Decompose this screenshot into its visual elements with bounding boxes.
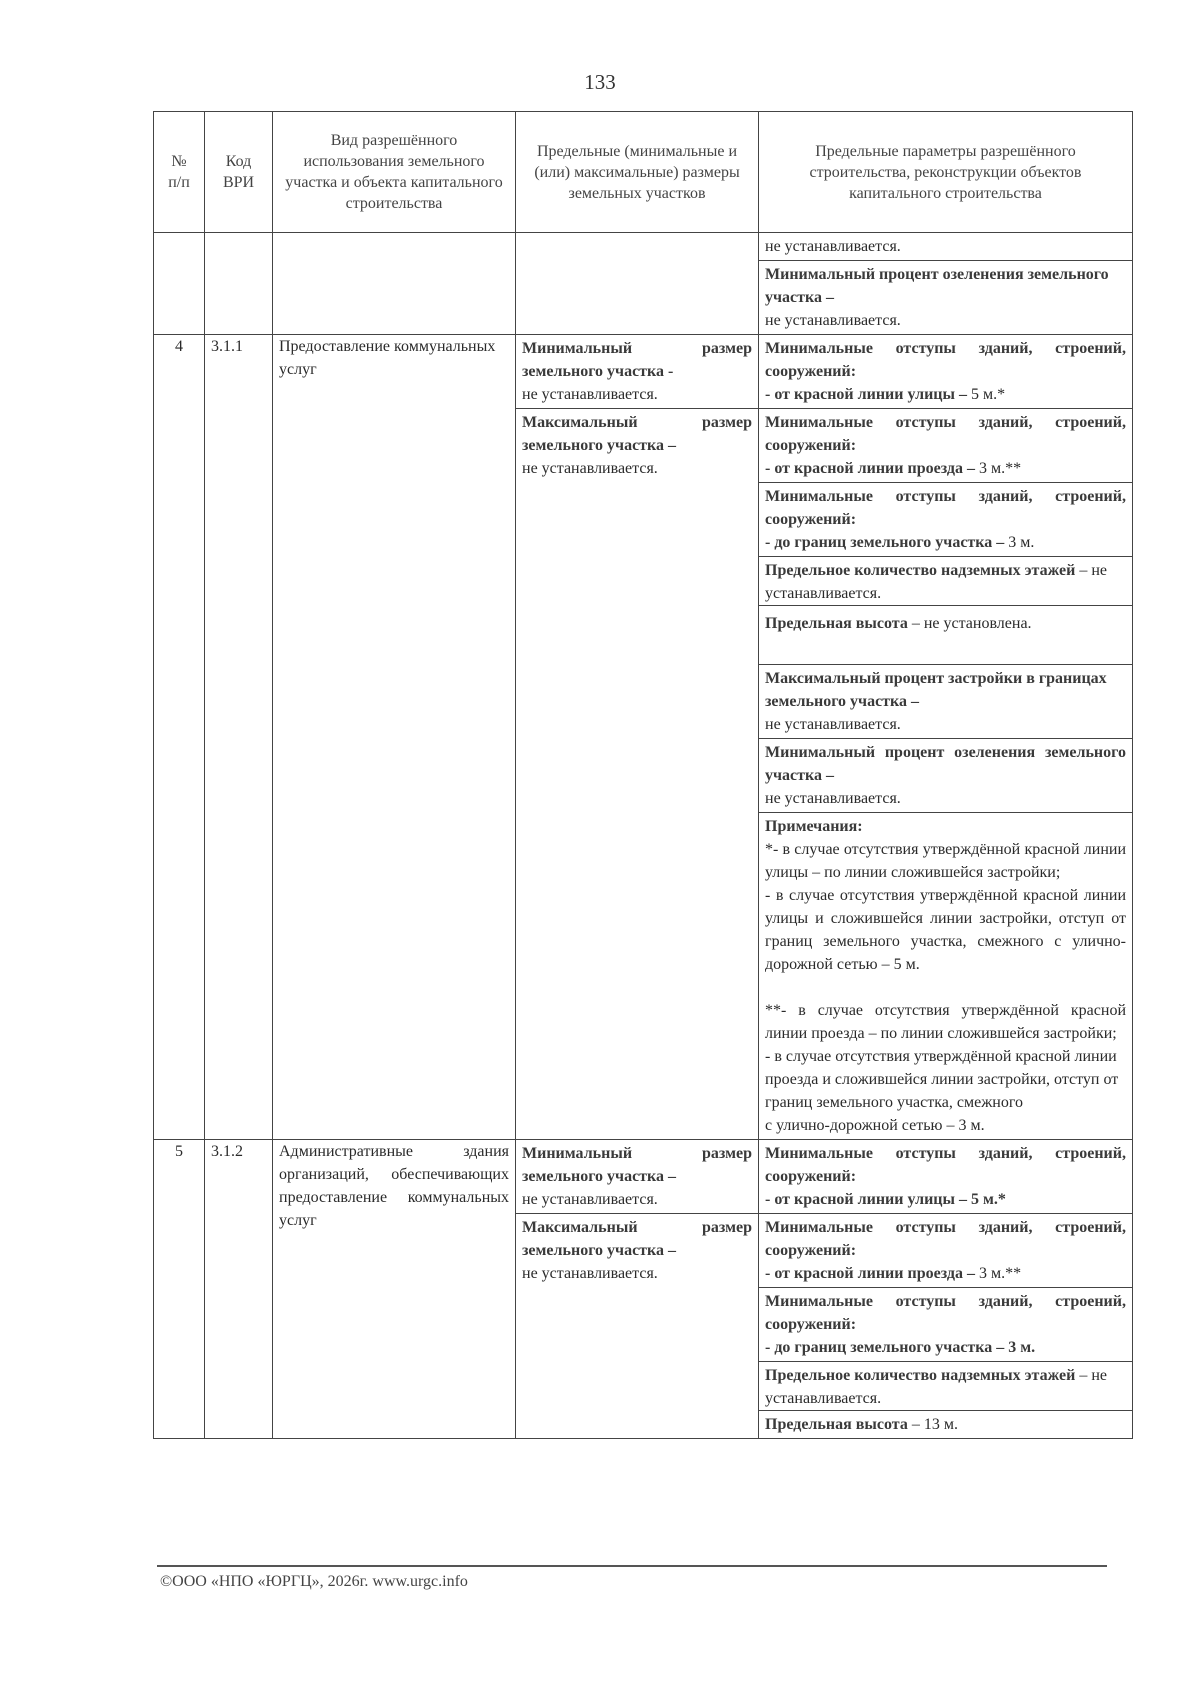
row5-min-label: Минимальный размер земельного участка – (522, 1145, 752, 1185)
setback-label: Минимальные отступы зданий, строений, сооружений: (765, 340, 1126, 380)
row5-sizes (516, 1140, 759, 1439)
setback-label: Минимальные отступы зданий, строений, сооружений: (765, 414, 1126, 454)
build-label: Максимальный процент застройки в границах земельного участка – (765, 670, 1107, 710)
setback-value: 3 м.** (978, 460, 1022, 477)
setback-line: - до границ земельного участка – (765, 534, 1009, 551)
row5-param-height (759, 1410, 1132, 1438)
header-params: Предельные параметры разрешённого строительства, реконструкции объектов капитального строительства (759, 112, 1133, 233)
header-code: Код ВРИ (205, 112, 273, 233)
table-row (154, 1140, 1133, 1439)
green-label: Минимальный процент озеленения земельного участка – (765, 744, 1126, 784)
header-kind: Вид разрешённого использования земельного участка и объекта капитального строительства (273, 112, 516, 233)
row4-max-label: Максимальный размер земельного участка – (522, 414, 752, 454)
row4-min-size (516, 335, 758, 408)
cont-kind-cell (273, 233, 516, 335)
regulations-table (153, 111, 1133, 1439)
row5-param-setback-street (759, 1140, 1132, 1213)
setback-label: Минимальные отступы зданий, строений, сооружений: (765, 1219, 1126, 1259)
cont-num-cell (154, 233, 205, 335)
floors-label: Предельное количество надземных этажей (765, 562, 1076, 579)
row5-kind: Административные здания организаций, обеспечивающих предоставление коммунальных услуг (273, 1140, 516, 1439)
setback-line: - от красной линии улицы – (765, 386, 971, 403)
table-row (154, 335, 1133, 1140)
green-value: не устанавливается. (765, 790, 901, 807)
note-text: *- в случае отсутствия утверждённой красной линии улицы – по линии сложившейся застройки; (765, 841, 1126, 881)
row4-min-value: не устанавливается. (522, 386, 658, 403)
floors-label: Предельное количество надземных этажей (765, 1367, 1076, 1384)
row5-max-size (516, 1213, 758, 1287)
height-value: – не установлена. (907, 615, 1032, 632)
setback-label: Минимальные отступы зданий, строений, сооружений: (765, 1145, 1126, 1185)
cont-param (759, 233, 1132, 260)
floors-value: – не устанавливается. (765, 1367, 1107, 1407)
cont-green-value: не устанавливается. (765, 312, 901, 329)
setback-line: - до границ земельного участка – 3 м. (765, 1339, 1036, 1356)
floors-value: – не устанавливается. (765, 562, 1107, 602)
row4-max-value: не устанавливается. (522, 460, 658, 477)
setback-label: Минимальные отступы зданий, строений, сооружений: (765, 1293, 1126, 1333)
setback-value: 3 м.** (978, 1265, 1022, 1282)
page-number: 133 (584, 70, 616, 94)
setback-line: - от красной линии проезда – (765, 1265, 979, 1282)
height-label: Предельная высота (765, 615, 908, 632)
row4-notes (759, 812, 1132, 1139)
table-header-row (154, 112, 1133, 233)
height-value: – 13 м. (907, 1416, 958, 1433)
notes-title: Примечания: (765, 818, 863, 835)
setback-line: - от красной линии проезда – (765, 460, 979, 477)
header-sizes: Предельные (минимальные и (или) максимальные) размеры земельных участков (516, 112, 759, 233)
cont-code-cell (205, 233, 273, 335)
row4-params (759, 335, 1133, 1140)
row4-sizes (516, 335, 759, 1140)
note-text: - в случае отсутствия утверждённой красной линии проезда и сложившейся линии застройки, отступ от границ земельного участка, смежного с улично-дорожной сетью – 3 м. (765, 1048, 1119, 1134)
row4-param-floors (759, 556, 1132, 605)
row4-max-size (516, 408, 758, 482)
row5-max-value: не устанавливается. (522, 1265, 658, 1282)
cont-sizes-cell (516, 233, 759, 335)
row5-code: 3.1.2 (205, 1140, 273, 1439)
row5-params (759, 1140, 1133, 1439)
row4-num: 4 (154, 335, 205, 1140)
header-num: № п/п (154, 112, 205, 233)
row5-num: 5 (154, 1140, 205, 1439)
setback-label: Минимальные отступы зданий, строений, сооружений: (765, 488, 1126, 528)
row5-min-value: не устанавливается. (522, 1191, 658, 1208)
footer-divider (157, 1565, 1107, 1567)
cont-param-text: не устанавливается. (765, 238, 901, 255)
row4-min-label: Минимальный размер земельного участка - (522, 340, 752, 380)
height-label: Предельная высота (765, 1416, 908, 1433)
row4-param-setback-passage (759, 408, 1132, 482)
note-text: **- в случае отсутствия утверждённой красной линии проезда – по линии сложившейся застройки; (765, 1002, 1126, 1042)
setback-value: 5 м.* (971, 386, 1006, 403)
cont-green-param (759, 260, 1132, 334)
row4-kind: Предоставление коммунальных услуг (273, 335, 516, 1140)
cont-params-cell (759, 233, 1133, 335)
row4-param-build (759, 664, 1132, 738)
row4-param-setback-boundary (759, 482, 1132, 556)
row4-code: 3.1.1 (205, 335, 273, 1140)
row4-param-height (759, 605, 1132, 664)
build-value: не устанавливается. (765, 716, 901, 733)
row5-param-setback-boundary (759, 1287, 1132, 1361)
row4-param-setback-street (759, 335, 1132, 408)
row5-max-label: Максимальный размер земельного участка – (522, 1219, 752, 1259)
setback-line: - от красной линии улицы – 5 м.* (765, 1191, 1006, 1208)
row4-param-green (759, 738, 1132, 812)
cont-green-label: Минимальный процент озеленения земельного участка – (765, 266, 1109, 306)
row5-param-floors (759, 1361, 1132, 1410)
footer-copyright: ©ООО «НПО «ЮРГЦ», 2026г. www.urgc.info (160, 1573, 468, 1590)
row5-param-setback-passage (759, 1213, 1132, 1287)
row5-min-size (516, 1140, 758, 1213)
note-text: - в случае отсутствия утверждённой красной линии улицы и сложившейся линии застройки, отступ от границ земельного участка, смежного с улично-дорожной сетью – 5 м. (765, 887, 1126, 973)
setback-value: 3 м. (1008, 534, 1035, 551)
table-row (154, 233, 1133, 335)
